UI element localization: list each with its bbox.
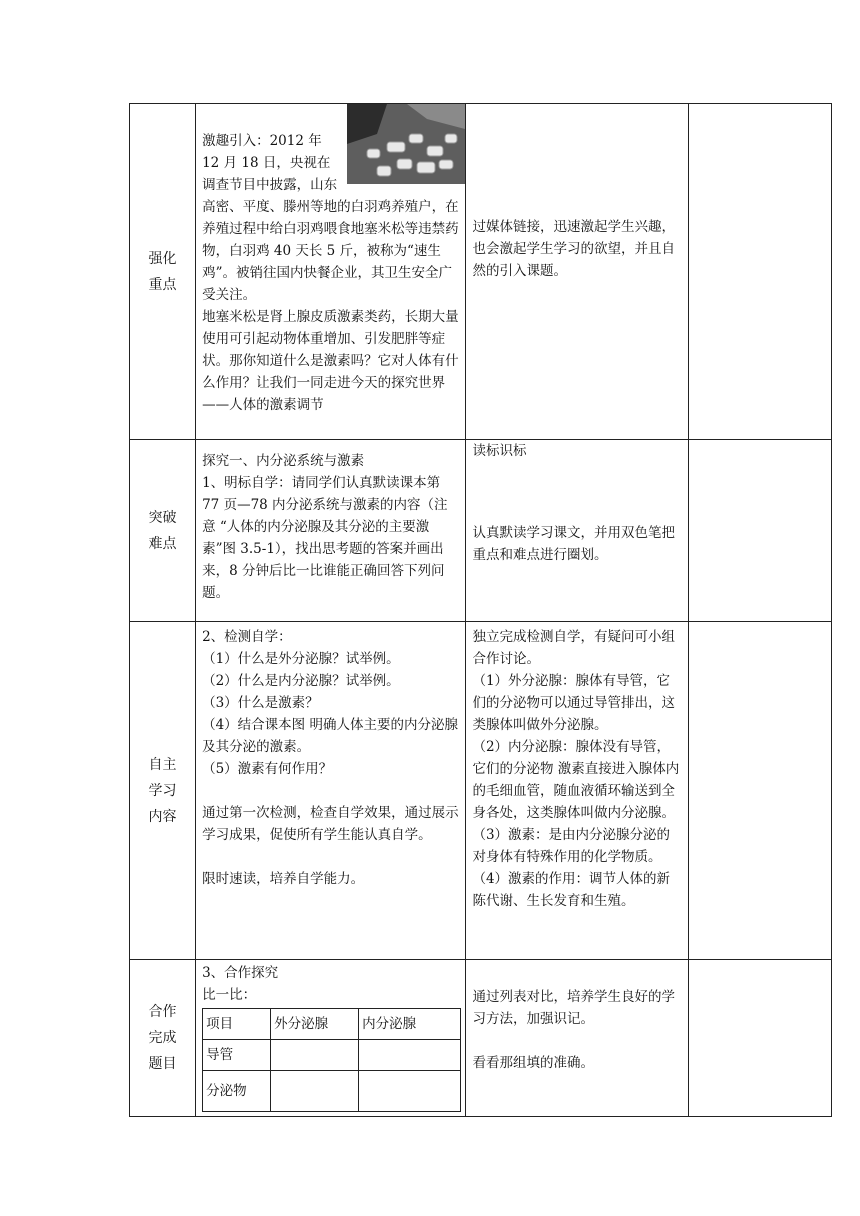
- question-line: （3）什么是激素？: [202, 695, 319, 711]
- content-cell: [196, 440, 466, 622]
- note-cell: [466, 440, 688, 622]
- lesson-plan-table: [129, 103, 832, 1117]
- blank-cell: [688, 104, 831, 440]
- row-strengthen-key-points: [130, 104, 832, 440]
- answer-line: （3）激素：是由内分泌腺分泌的对身体有特殊作用的化学物质。: [472, 827, 671, 865]
- label-line: 题目: [148, 1056, 177, 1072]
- compare-table-row: [203, 1040, 461, 1071]
- answer-line: 独立完成检测自学，有疑问可小组合作讨论。: [472, 629, 675, 667]
- row-cooperative: [130, 960, 832, 1117]
- label-line: 难点: [148, 535, 177, 552]
- label-line: 重点: [148, 276, 177, 293]
- teaching-note-top: 读标识标: [472, 443, 527, 459]
- answer-line: （4）激素的作用：调节人体的新陈代谢、生长发育和生殖。: [472, 871, 671, 909]
- question-line: （5）激素有何作用？: [202, 761, 333, 777]
- answer-cell[interactable]: [271, 1071, 359, 1112]
- label-line: 突破: [148, 509, 177, 526]
- label-line: 完成: [148, 1030, 177, 1046]
- compare-label: 比一比：: [202, 987, 257, 1003]
- row-self-study: [130, 622, 832, 960]
- question-line: （4）结合课本图 明确人体主要的内分泌腺及其分泌的激素。: [202, 717, 458, 755]
- header-cell: 项目: [203, 1009, 271, 1040]
- label-line: 自主: [148, 756, 177, 773]
- answer-cell[interactable]: [359, 1071, 461, 1112]
- label-line: 内容: [148, 808, 177, 825]
- teaching-note: 过媒体链接，迅速激起学生兴趣，也会激起学生学习的欲望，并且自然的引入课题。: [472, 219, 675, 279]
- label-line: 合作: [148, 1004, 177, 1020]
- teaching-note: 通过列表对比，培养学生良好的学习方法，加强识记。: [472, 989, 675, 1027]
- teaching-note: 看看那组填的准确。: [472, 1055, 594, 1071]
- note-cell: [466, 960, 688, 1117]
- intro-line: 激趣引入：2012 年: [202, 133, 322, 149]
- answer-line: （1）外分泌腺：腺体有导管，它们的分泌物可以通过导管排出，这类腺体叫做外分泌腺。: [472, 673, 675, 733]
- teaching-note: 认真默读学习课文，并用双色笔把重点和难点进行圈划。: [472, 525, 675, 563]
- row-break-difficulties: [130, 440, 832, 622]
- intro-line: 12 月 18 日，央视在: [202, 155, 331, 171]
- answer-cell[interactable]: [359, 1040, 461, 1071]
- label-line: 强化: [148, 250, 177, 267]
- row-head-cell: 导管: [203, 1040, 271, 1071]
- chicken-feed-photo: [347, 104, 465, 184]
- row-label: [130, 104, 196, 440]
- note-cell: [466, 622, 688, 960]
- intro-paragraph: 调查节目中披露，山东高密、平度、滕州等地的白羽鸡养殖户，在养殖过程中给白羽鸡喂食地塞米松等违禁药物，白羽鸡 40 天长 5 斤，被称为“速生鸡”。被销往国内快餐企业，其卫生安全广受关注。: [202, 177, 459, 303]
- blank-cell: [688, 622, 831, 960]
- section-heading: 探究一、内分泌系统与激素: [202, 453, 365, 469]
- row-label: [130, 622, 196, 960]
- question-line: （2）什么是内分泌腺？试举例。: [202, 673, 400, 689]
- question-line: （1）什么是外分泌腺？试举例。: [202, 651, 400, 667]
- self-study-instruction: 1、明标自学：请同学们认真默读课本第 77 页—78 内分泌系统与激素的内容（注意 “人体的内分泌腺及其分泌的主要激素”图 3.5-1），找出思考题的答案并画出来，8 分钟后比一比谁能正确回答下列问题。: [202, 475, 448, 601]
- row-label: [130, 960, 196, 1117]
- question-line: 2、检测自学：: [202, 629, 292, 645]
- header-cell: 外分泌腺: [271, 1009, 359, 1040]
- content-cell: [196, 960, 466, 1117]
- compare-table-row: [203, 1071, 461, 1112]
- content-cell: [196, 104, 466, 440]
- section-heading: 3、合作探究: [202, 965, 279, 981]
- label-line: 学习: [148, 782, 177, 799]
- header-cell: 内分泌腺: [359, 1009, 461, 1040]
- compare-table-header: [203, 1009, 461, 1040]
- content-cell: [196, 622, 466, 960]
- row-label: [130, 440, 196, 622]
- purpose-paragraph: 限时速读，培养自学能力。: [202, 871, 365, 887]
- answer-cell[interactable]: [271, 1040, 359, 1071]
- answer-line: （2）内分泌腺：腺体没有导管，它们的分泌物 激素直接进入腺体内的毛细血管，随血液循环输送到全身各处，这类腺体叫做内分泌腺。: [472, 739, 680, 821]
- explanation-paragraph: 地塞米松是肾上腺皮质激素类药，长期大量使用可引起动物体重增加、引发肥胖等症状。那你知道什么是激素吗？它对人体有什么作用？让我们一同走进今天的探究世界——人体的激素调节: [202, 309, 459, 413]
- blank-cell: [688, 440, 831, 622]
- compare-table: [202, 1008, 461, 1112]
- row-head-cell: 分泌物: [203, 1071, 271, 1112]
- blank-cell: [688, 960, 831, 1117]
- purpose-paragraph: 通过第一次检测，检查自学效果，通过展示学习成果，促使所有学生能认真自学。: [202, 805, 459, 843]
- note-cell: [466, 104, 688, 440]
